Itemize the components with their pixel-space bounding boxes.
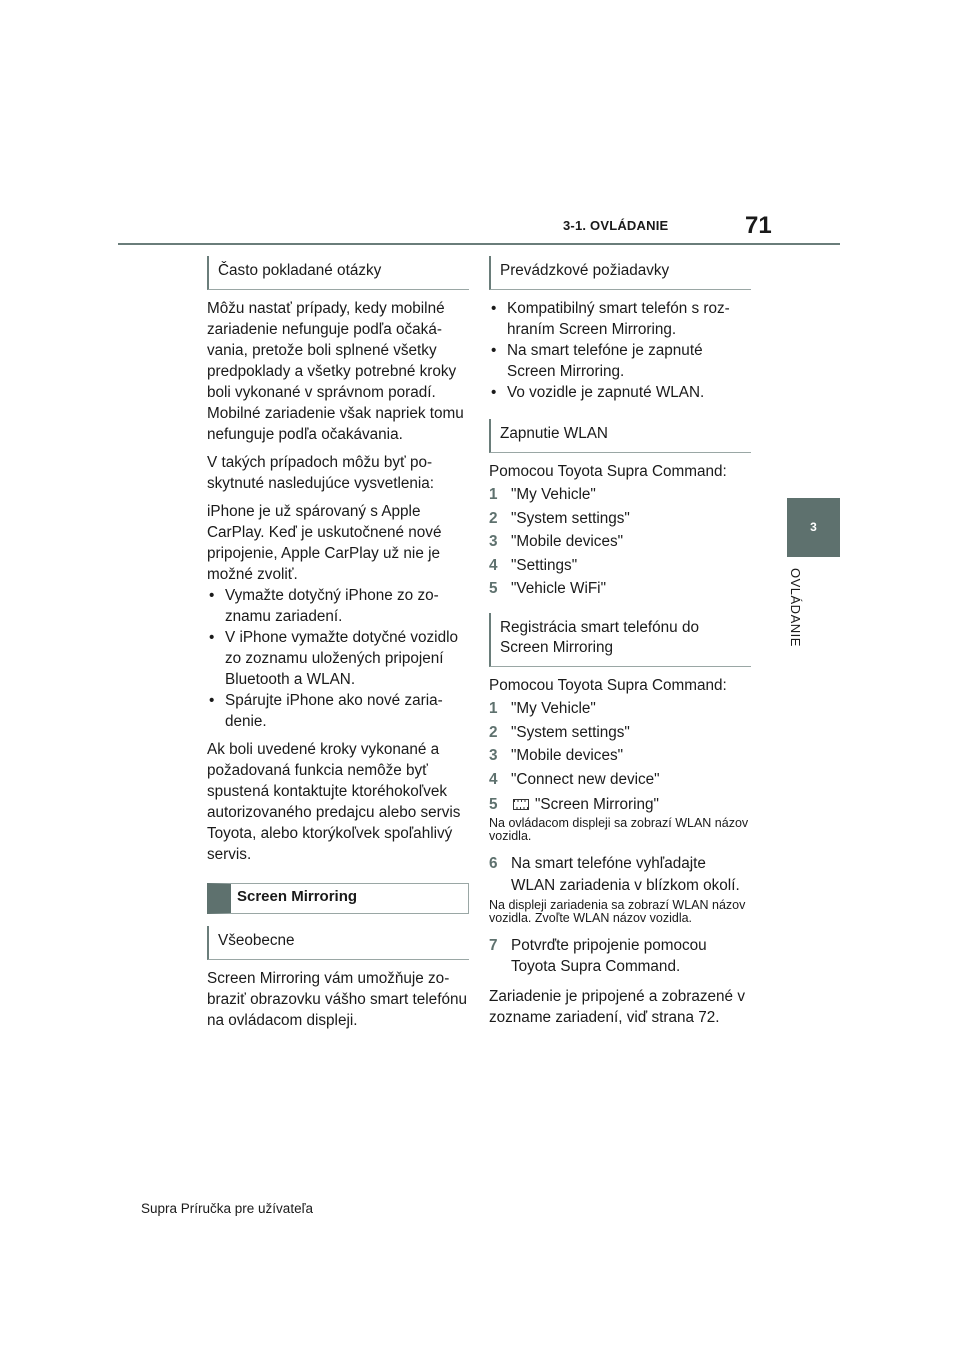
requirements-list (489, 298, 751, 403)
footer-text: Supra Príručka pre užívateľa (141, 1201, 314, 1216)
chapter-side-label (785, 568, 805, 688)
faq-para-2: V takých prípadoch môžu byť poskytnuté nasledujúce vysvetlenia: (207, 454, 435, 492)
chapter-tab: 3 (787, 498, 840, 557)
step-text: "Screen Mirroring" (535, 795, 659, 813)
faq-para-4: Ak boli uvedené kroky vykonané a požadovaná funkcia nemôže byť spustená kontaktujte ktoréhokoľvek autorizovaného predajcu alebo servis Toyota, alebo ktorýkoľvek spoľahlivý servis. (207, 741, 461, 863)
list-item: • Na smart telefóne je zapnuté Screen Mirroring. (489, 340, 751, 382)
list-item (489, 484, 751, 505)
step-number: 6 (489, 855, 498, 872)
registration-intro: Pomocou Toyota Supra Command: (489, 677, 727, 694)
note-1: Na ovládacom displeji sa zobrazí WLAN názov vozidla. (489, 816, 749, 843)
final-para: Zariadenie je pripojené a zobrazené v zozname zariadení, viď strana 72. (489, 987, 745, 1026)
wlan-intro: Pomocou Toyota Supra Command: (489, 463, 727, 480)
faq-bullet-list (207, 585, 469, 732)
step-number: 1 (489, 486, 498, 503)
list-item: • Vo vozidle je zapnuté WLAN. (489, 382, 751, 403)
step-text: "Vehicle WiFi" (511, 580, 607, 597)
header-rule (118, 243, 840, 245)
faq-heading: Často pokladané otázky (207, 256, 469, 290)
step-text: Na smart telefóne vyhľadajte WLAN zariadenia v blízkom okolí. (511, 855, 740, 894)
screen-mirroring-icon (513, 799, 529, 810)
step-text: "Mobile devices" (511, 533, 624, 550)
list-item (489, 555, 751, 576)
faq-para-1: Môžu nastať prípady, kedy mobilné zariadenie nefunguje podľa očakávania, pretože boli splnené všetky predpoklady a všetky potrebné kroky boli vykonané v správnom poradí. Mobilné zariadenie však napriek tomu nefunguje podľa očakávania. (207, 300, 464, 443)
step-text: "My Vehicle" (511, 486, 596, 503)
step-number: 5 (489, 795, 498, 813)
step-number: 4 (489, 556, 498, 574)
list-item (489, 935, 751, 978)
list-item (489, 531, 751, 552)
step-text: "Connect new device" (511, 770, 660, 788)
faq-para-3: iPhone je už spárovaný s Apple CarPlay. Keď je uskutočnené nové pripojenie, Apple CarPlay už nie je možné zvoliť. (207, 503, 442, 583)
step-6 (489, 853, 751, 896)
list-item: • V iPhone vymažte dotyčné vozidlo zo zoznamu uložených pripojení Bluetooth a WLAN. (207, 627, 469, 690)
step-number: 4 (489, 770, 498, 788)
step-number: 7 (489, 936, 498, 954)
step-number: 2 (489, 723, 498, 741)
step-text: "Settings" (511, 556, 578, 574)
list-item: • Kompatibilný smart telefón s rozhraním Screen Mirroring. (489, 298, 751, 340)
step-text: "System settings" (511, 723, 630, 741)
step-text: "System settings" (511, 509, 630, 527)
step-text: "My Vehicle" (511, 700, 596, 717)
wlan-steps (489, 484, 751, 599)
list-item: • Vymažte dotyčný iPhone zo zoznamu zariadení. (207, 585, 469, 627)
list-item (489, 769, 751, 790)
wlan-heading: Zapnutie WLAN (489, 419, 751, 453)
list-item (489, 853, 751, 896)
requirements-heading: Prevádzkové požiadavky (489, 256, 751, 290)
page-number: 71 (745, 212, 772, 239)
step-text: "Mobile devices" (511, 747, 624, 764)
general-heading: Všeobecne (207, 926, 469, 960)
step-number: 2 (489, 509, 498, 527)
list-item (489, 722, 751, 743)
list-item: • Spárujte iPhone ako nové zariadenie. (207, 690, 469, 732)
list-item (489, 745, 751, 766)
list-item (489, 698, 751, 719)
section-title: 3-1. OVLÁDANIE (563, 218, 669, 233)
screen-mirroring-heading: Screen Mirroring (207, 883, 469, 914)
general-para: Screen Mirroring vám umožňuje zobraziť obrazovku vášho smart telefónu na ovládacom displeji. (207, 970, 467, 1029)
list-item (489, 578, 751, 599)
list-item (489, 508, 751, 529)
registration-steps (489, 698, 751, 815)
step-number: 3 (489, 747, 498, 764)
list-item (489, 794, 751, 815)
step-number: 3 (489, 533, 498, 550)
right-column (489, 256, 751, 1035)
step-text: Potvrďte pripojenie pomocou Toyota Supra Command. (511, 936, 707, 975)
chapter-side-label-text: OVLÁDANIE (788, 568, 803, 647)
note-2: Na displeji zariadenia sa zobrazí WLAN názov vozidla. Zvoľte WLAN názov vozidla. (489, 897, 746, 925)
registration-heading: Registrácia smart telefónu do Screen Mirroring (489, 613, 751, 667)
step-number: 1 (489, 700, 498, 717)
step-number: 5 (489, 580, 498, 597)
left-column (207, 256, 469, 1038)
step-7 (489, 935, 751, 978)
